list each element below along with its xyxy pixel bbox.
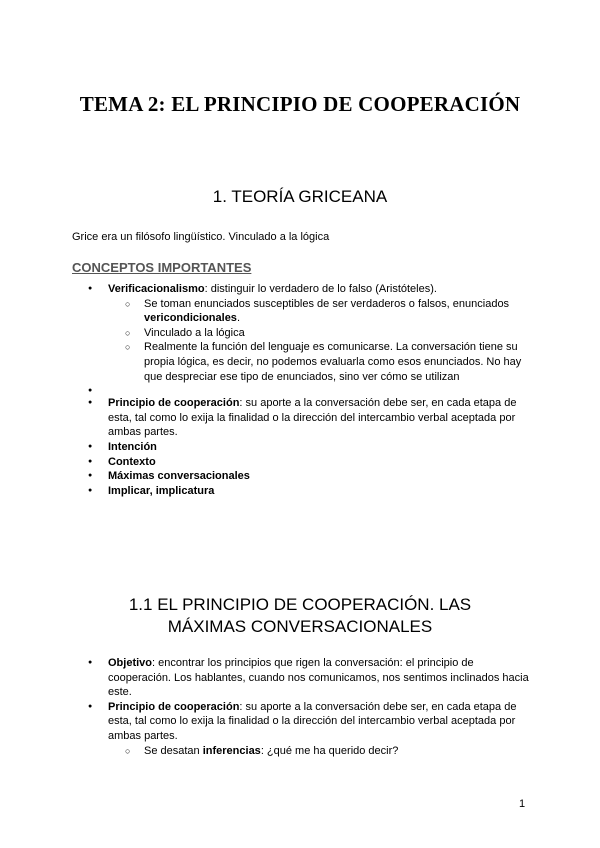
sub-text: Se desatan xyxy=(144,744,203,757)
section-heading-teoria-griceana: 1. TEORÍA GRICEANA xyxy=(212,187,388,206)
term-intencion: Intención xyxy=(108,440,157,453)
list-item-intencion xyxy=(72,440,532,455)
term-objetivo: Objetivo xyxy=(108,657,153,669)
section-heading-principio-cooperacion: 1.1 EL PRINCIPIO DE COOPERACIÓN. LAS MÁXIMAS CONVERSACIONALES xyxy=(128,595,472,636)
sub-text: Se toman enunciados susceptibles de ser verdaderos o falsos, enunciados xyxy=(144,297,510,310)
definition-text: : distinguir lo verdadero de lo falso (Aristóteles). xyxy=(204,283,437,295)
list-item-verificacionalismo xyxy=(72,282,532,384)
sub-text: : ¿qué me ha querido decir? xyxy=(260,744,399,757)
definition-text: : su aporte a la conversación debe ser, en cada etapa de esta, tal como lo exija la finalidad o la dirección del intercambio verbal aceptada por ambas partes. xyxy=(108,700,517,742)
term-inferencias: inferencias xyxy=(202,744,261,757)
cooperacion-sublist xyxy=(108,744,532,759)
list-item-principio-cooperacion xyxy=(72,396,532,440)
term-verificacionalismo: Verificacionalismo xyxy=(108,283,205,295)
list-item-implicar xyxy=(72,484,532,499)
intro-paragraph: Grice era un filósofo lingüístico. Vinculado a la lógica xyxy=(72,231,330,243)
term-vericondicionales: vericondicionales xyxy=(144,312,237,325)
list-item-principio-cooperacion-2 xyxy=(72,700,532,758)
sublist-item xyxy=(108,297,532,326)
sublist-item xyxy=(108,744,532,759)
list-spacer xyxy=(72,384,532,396)
term-principio-cooperacion: Principio de cooperación xyxy=(108,700,240,713)
definition-text: : su aporte a la conversación debe ser, en cada etapa de esta, tal como lo exija la finalidad o la dirección del intercambio verbal aceptada por ambas partes. xyxy=(108,397,517,439)
term-contexto: Contexto xyxy=(108,455,156,468)
sublist-item: ○ Realmente la función del lenguaje es comunicarse. La conversación tiene su propia lógica, es decir, no podemos evaluarla como esos enunciados. No hay que despreciar ese tipo de enunciados, sino ver cómo se utilizan xyxy=(108,340,532,384)
objectives-list xyxy=(72,656,532,758)
verificacionalismo-sublist xyxy=(108,297,532,385)
sublist-item: ○ Vinculado a la lógica xyxy=(108,326,532,341)
term-maximas: Máximas conversacionales xyxy=(108,470,250,483)
sub-text: . xyxy=(236,312,240,325)
page-number: 1 xyxy=(519,798,526,810)
term-implicar: Implicar, implicatura xyxy=(108,484,215,497)
list-item-maximas xyxy=(72,469,532,484)
document-title: TEMA 2: EL PRINCIPIO DE COOPERACIÓN xyxy=(79,92,521,116)
concepts-list xyxy=(72,282,532,498)
list-item-contexto xyxy=(72,455,532,470)
list-item-objetivo xyxy=(72,656,532,700)
definition-text: : encontrar los principios que rigen la conversación: el principio de cooperación. Los hablantes, cuando nos comunicamos, nos sentimos inclinados hacia este. xyxy=(108,657,529,699)
subheading-conceptos: CONCEPTOS IMPORTANTES xyxy=(72,260,252,275)
term-principio-cooperacion: Principio de cooperación xyxy=(108,397,240,410)
